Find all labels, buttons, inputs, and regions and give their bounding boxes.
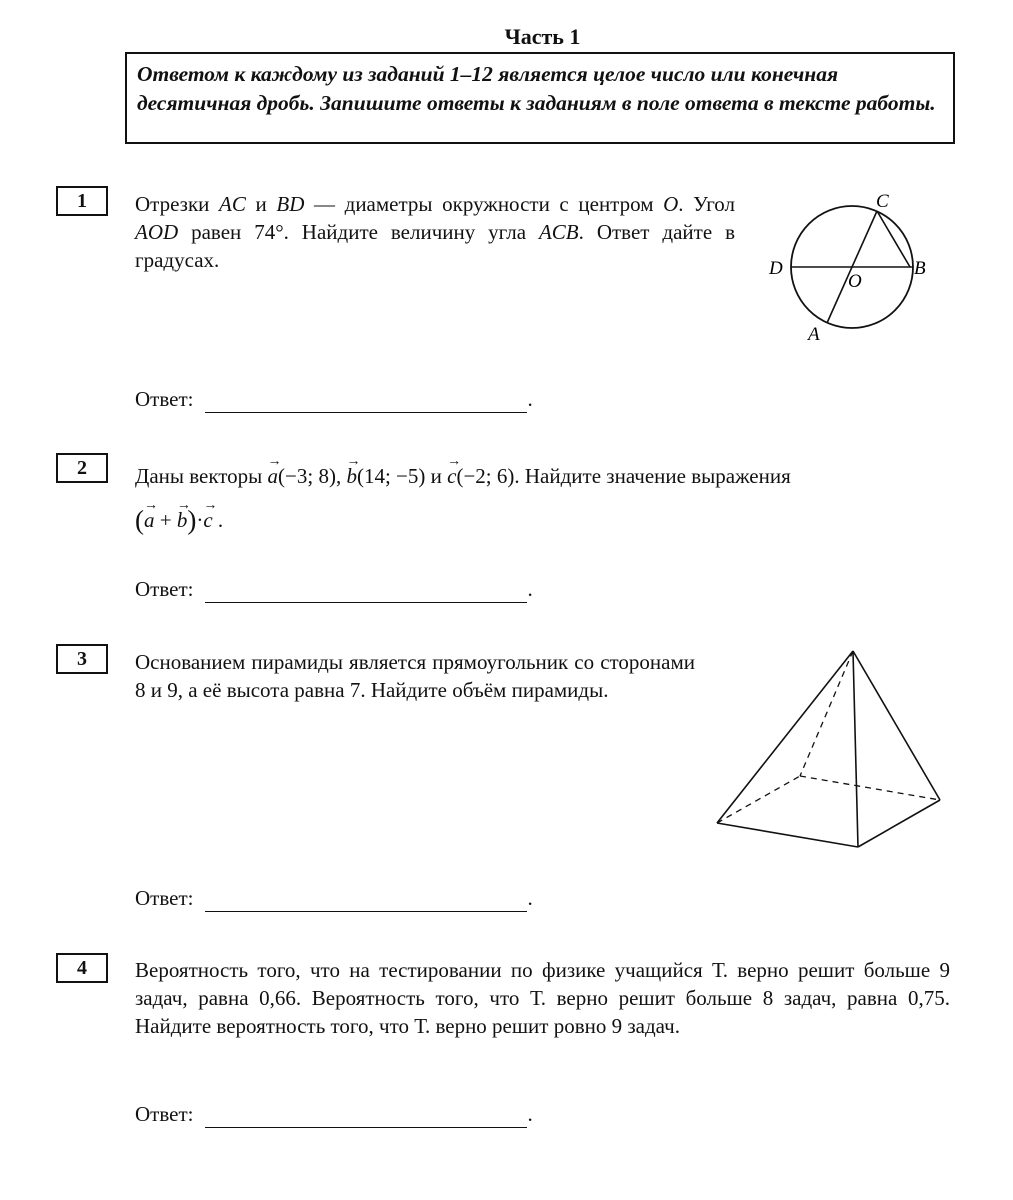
- hidden-edge-apex-back: [800, 651, 853, 776]
- answer-row-1: Ответ: .: [135, 387, 533, 411]
- label-o: O: [848, 271, 862, 292]
- hidden-edge-base-left: [717, 776, 800, 823]
- task-number-1: 1: [56, 186, 108, 216]
- task-2-line-2: (→ a + → b)·→ c .: [135, 506, 435, 534]
- answer-row-3: Ответ: .: [135, 886, 533, 910]
- task-number-2: 2: [56, 453, 108, 483]
- task-3-text: Основанием пирамиды является прямоугольник со сторонами 8 и 9, а её высота равна 7. Найдите объём пирамиды.: [135, 650, 695, 702]
- answer-label: Ответ:: [135, 1102, 194, 1126]
- task-1-text: Отрезки AC и BD — диаметры окружности с центром O. Угол AOD равен 74°. Найдите величину угла ACB. Ответ дайте в градусах.: [135, 192, 735, 272]
- label-c: C: [876, 191, 889, 212]
- label-a: A: [808, 324, 820, 345]
- part-title: Часть 1: [504, 24, 581, 49]
- answer-field-4[interactable]: [205, 1107, 527, 1128]
- edge-base-front: [717, 823, 858, 847]
- edge-apex-front: [853, 651, 858, 847]
- answer-label: Ответ:: [135, 577, 194, 601]
- task-4-text: Вероятность того, что на тестировании по физике учащийся Т. верно решит больше 9 задач, равна 0,66. Вероятность того, что Т. верно решит больше 8 задач, равна 0,75. Найдите вероятность того, что Т. верно решит ровно 9 задач.: [135, 958, 950, 1038]
- answer-row-4: Ответ: .: [135, 1102, 533, 1126]
- answer-field-3[interactable]: [205, 891, 527, 912]
- label-b: B: [914, 258, 926, 279]
- answer-row-2: Ответ: .: [135, 577, 533, 601]
- label-d: D: [769, 258, 783, 279]
- hidden-edge-base-back: [800, 776, 940, 800]
- answer-label: Ответ:: [135, 387, 194, 411]
- task-2-line-1: Даны векторы → a(−3; 8), → b(14; −5) и → c(−2; 6). Найдите значение выражения: [135, 462, 965, 490]
- answer-label: Ответ:: [135, 886, 194, 910]
- edge-apex-right: [853, 651, 940, 800]
- edge-apex-left: [717, 651, 853, 823]
- edge-base-right: [858, 800, 940, 847]
- task-number-3: 3: [56, 644, 108, 674]
- task-number-4: 4: [56, 953, 108, 983]
- instructions-box: Ответом к каждому из заданий 1–12 является целое число или конечная десятичная дробь. Запишите ответы к заданиям в поле ответа в тексте работы.: [125, 52, 955, 144]
